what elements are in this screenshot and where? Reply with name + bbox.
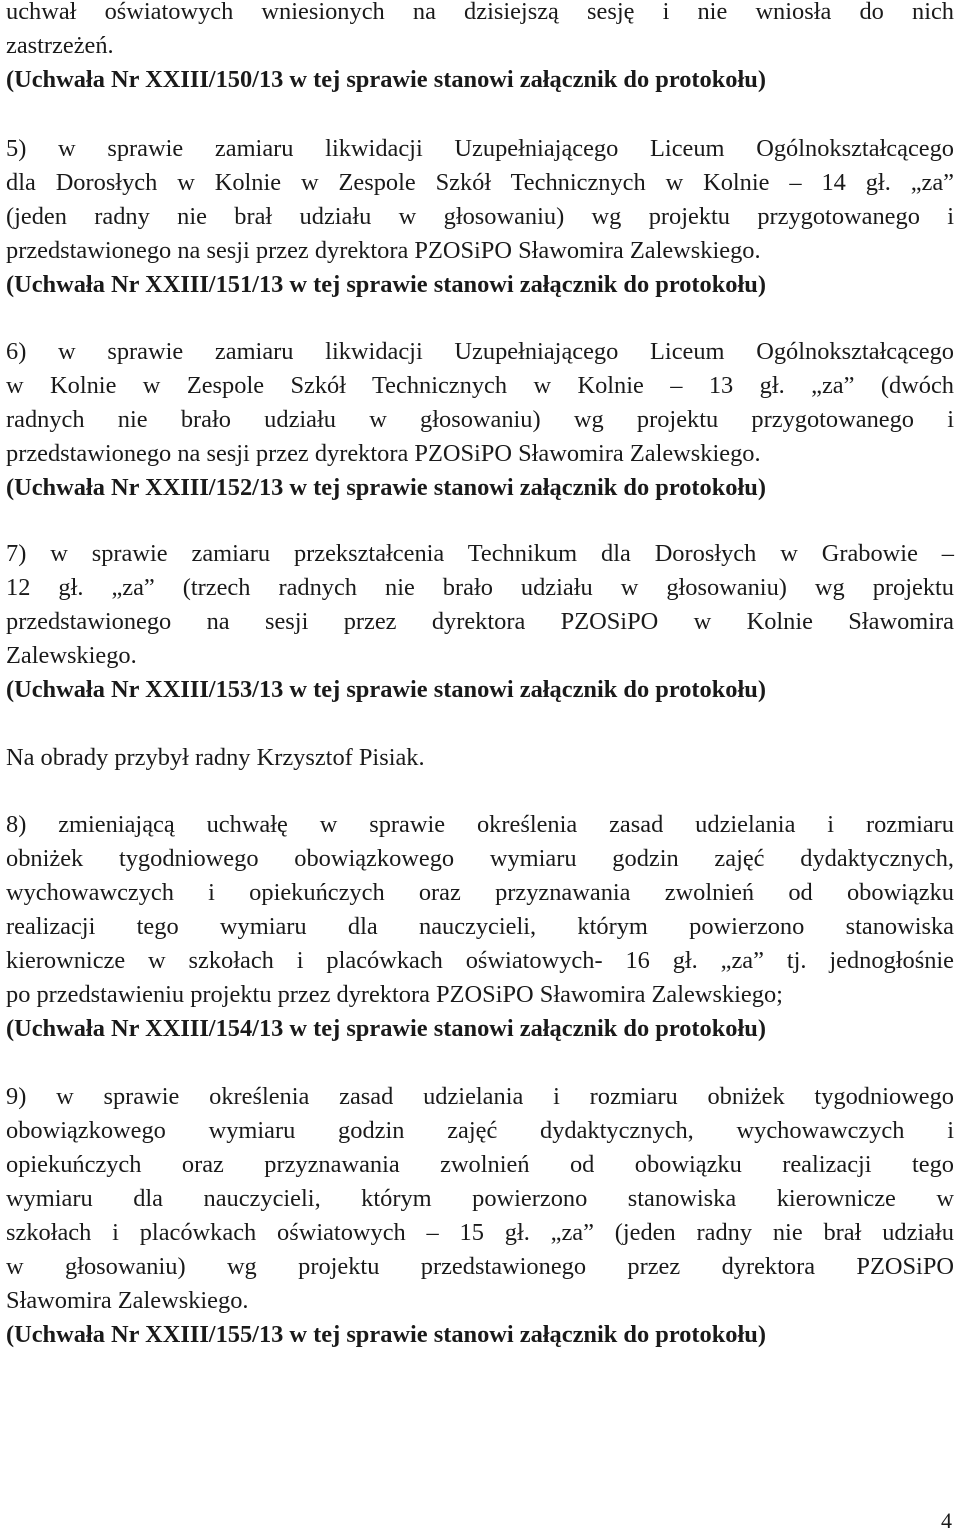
resolution-reference: (Uchwała Nr XXIII/154/13 w tej sprawie stanowi załącznik do protokołu) bbox=[6, 1015, 766, 1042]
text-line: 5) w sprawie zamiaru likwidacji Uzupełniającego Liceum Ogólnokształcącego bbox=[6, 135, 954, 162]
text-line: 9) w sprawie określenia zasad udzielania i rozmiaru obniżek tygodniowego bbox=[6, 1083, 954, 1110]
text-line: zastrzeżeń. bbox=[6, 32, 114, 59]
text-line: radnych nie brało udziału w głosowaniu) wg projektu przygotowanego i bbox=[6, 406, 954, 433]
text-line: w głosowaniu) wg projektu przedstawionego przez dyrektora PZOSiPO bbox=[6, 1253, 954, 1280]
text-line: Na obrady przybył radny Krzysztof Pisiak. bbox=[6, 744, 425, 771]
resolution-reference: (Uchwała Nr XXIII/150/13 w tej sprawie stanowi załącznik do protokołu) bbox=[6, 66, 766, 93]
text-line: opiekuńczych oraz przyznawania zwolnień od obowiązku realizacji tego bbox=[6, 1151, 954, 1178]
text-line: 7) w sprawie zamiaru przekształcenia Technikum dla Dorosłych w Grabowie – bbox=[6, 540, 954, 567]
text-line: realizacji tego wymiaru dla nauczycieli, którym powierzono stanowiska bbox=[6, 913, 954, 940]
arrival-note bbox=[6, 741, 954, 775]
resolution-reference: (Uchwała Nr XXIII/151/13 w tej sprawie stanowi załącznik do protokołu) bbox=[6, 271, 766, 298]
resolution-reference: (Uchwała Nr XXIII/152/13 w tej sprawie stanowi załącznik do protokołu) bbox=[6, 474, 766, 501]
text-line: przedstawionego na sesji przez dyrektora PZOSiPO Sławomira Zalewskiego. bbox=[6, 440, 761, 467]
text-line: (jeden radny nie brał udziału w głosowaniu) wg projektu przygotowanego i bbox=[6, 203, 954, 230]
intro-paragraph bbox=[6, 0, 954, 97]
agenda-item-7 bbox=[6, 537, 954, 707]
text-line: Sławomira Zalewskiego. bbox=[6, 1287, 249, 1314]
text-line: kierownicze w szkołach i placówkach oświatowych- 16 gł. „za” tj. jednogłośnie bbox=[6, 947, 954, 974]
text-line: po przedstawieniu projektu przez dyrektora PZOSiPO Sławomira Zalewskiego; bbox=[6, 981, 783, 1008]
text-line: szkołach i placówkach oświatowych – 15 gł. „za” (jeden radny nie brał udziału bbox=[6, 1219, 954, 1246]
text-line: obniżek tygodniowego obowiązkowego wymiaru godzin zajęć dydaktycznych, bbox=[6, 845, 954, 872]
resolution-reference: (Uchwała Nr XXIII/155/13 w tej sprawie stanowi załącznik do protokołu) bbox=[6, 1321, 766, 1348]
agenda-item-9 bbox=[6, 1080, 954, 1352]
text-line: przedstawionego na sesji przez dyrektora PZOSiPO w Kolnie Sławomira bbox=[6, 608, 954, 635]
text-line: wychowawczych i opiekuńczych oraz przyznawania zwolnień od obowiązku bbox=[6, 879, 954, 906]
text-line: w Kolnie w Zespole Szkół Technicznych w Kolnie – 13 gł. „za” (dwóch bbox=[6, 372, 954, 399]
text-line: 6) w sprawie zamiaru likwidacji Uzupełniającego Liceum Ogólnokształcącego bbox=[6, 338, 954, 365]
agenda-item-5 bbox=[6, 132, 954, 302]
text-line: obowiązkowego wymiaru godzin zajęć dydaktycznych, wychowawczych i bbox=[6, 1117, 954, 1144]
text-line: dla Dorosłych w Kolnie w Zespole Szkół Technicznych w Kolnie – 14 gł. „za” bbox=[6, 169, 954, 196]
text-line: 8) zmieniającą uchwałę w sprawie określenia zasad udzielania i rozmiaru bbox=[6, 811, 954, 838]
page-number: 4 bbox=[941, 1508, 952, 1533]
text-line: przedstawionego na sesji przez dyrektora PZOSiPO Sławomira Zalewskiego. bbox=[6, 237, 761, 264]
text-line: uchwał oświatowych wniesionych na dzisiejszą sesję i nie wniosła do nich bbox=[6, 0, 954, 25]
text-line: wymiaru dla nauczycieli, którym powierzono stanowiska kierownicze w bbox=[6, 1185, 954, 1212]
agenda-item-8 bbox=[6, 808, 954, 1046]
agenda-item-6 bbox=[6, 335, 954, 505]
text-line: Zalewskiego. bbox=[6, 642, 137, 669]
resolution-reference: (Uchwała Nr XXIII/153/13 w tej sprawie stanowi załącznik do protokołu) bbox=[6, 676, 766, 703]
text-line: 12 gł. „za” (trzech radnych nie brało udziału w głosowaniu) wg projektu bbox=[6, 574, 954, 601]
